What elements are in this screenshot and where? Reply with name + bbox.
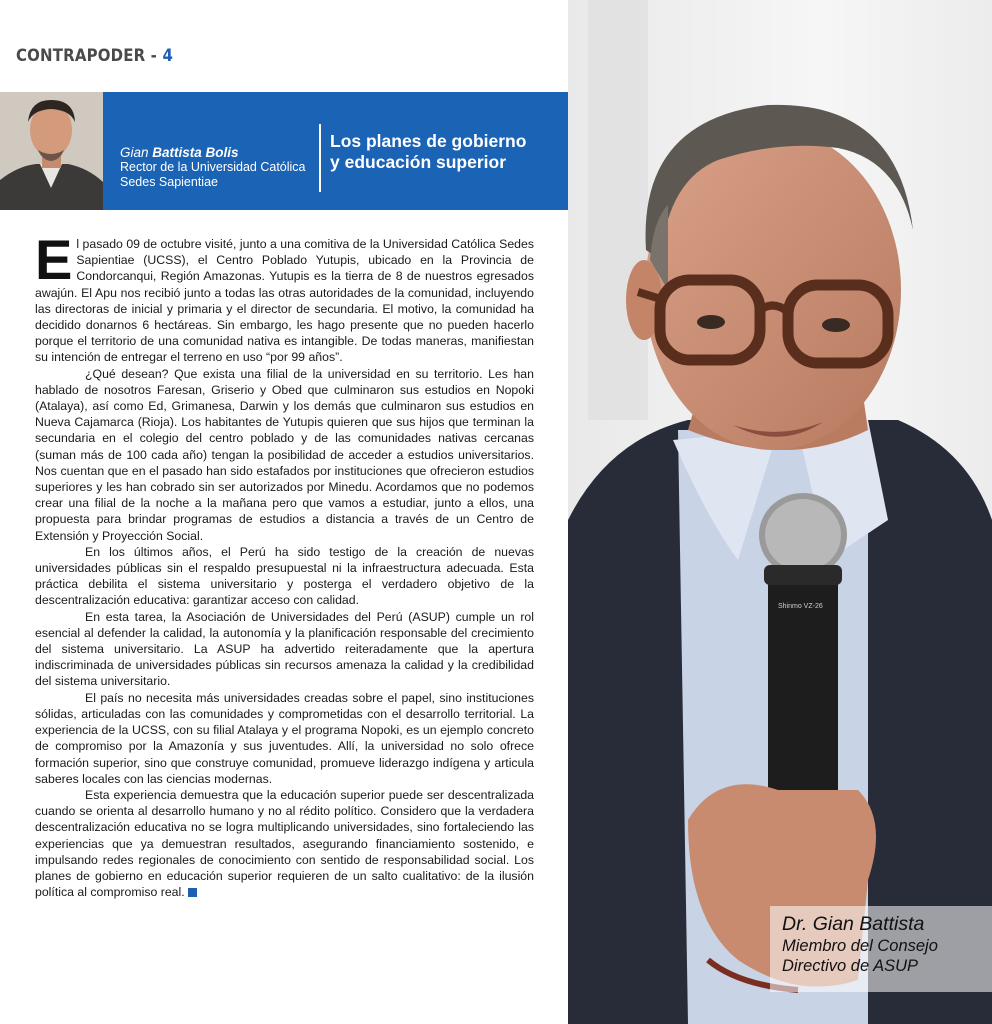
article-title	[330, 131, 565, 173]
author-role-line1: Rector de la Universidad Católica	[120, 160, 306, 174]
caption-role-line1: Miembro del Consejo	[782, 937, 938, 955]
author-thumbnail-photo	[0, 92, 103, 210]
author-portrait-illustration	[0, 92, 103, 210]
end-of-article-mark	[188, 888, 197, 897]
paragraph-6-text: Esta experiencia demuestra que la educación superior puede ser descentralizada cuando se orienta al desarrollo humano y no al rédito político. Considero que la verdadera descentralización educativa no se logra multiplicando universidades, sino fortaleciendo las experiencias que ya demuestran resultados, asegurando financiamiento sostenido, e impulsando redes regionales de conocimiento con sentido de responsabilidad social. Los planes de gobierno en educación superior requieren de un salto cualitativo: de la ilusión política al compromiso real.	[35, 787, 534, 900]
author-role-line2: Sedes Sapientiae	[120, 175, 218, 189]
header-divider	[319, 124, 321, 192]
author-name	[120, 145, 320, 160]
article-title-line2: y educación superior	[330, 152, 507, 172]
photo-caption	[782, 912, 987, 976]
speaker-illustration	[568, 0, 992, 1024]
page-number: 4	[162, 46, 174, 66]
article-body	[35, 228, 534, 900]
microphone-label: Shinmo VZ-26	[778, 603, 823, 610]
author-first-name: Gian	[120, 145, 153, 160]
caption-role-line2: Directivo de ASUP	[782, 957, 919, 975]
paragraph-6	[35, 787, 534, 900]
paragraph-3: En los últimos años, el Perú ha sido testigo de la creación de nuevas universidades públicas sin el respaldo presupuestal ni la infraestructura adecuada. Esta práctica debilita el sistema universitario y posterga el verdadero objetivo de la descentralización educativa: garantizar acceso con calidad.	[35, 544, 534, 608]
article-title-line1: Los planes de gobierno	[330, 131, 527, 151]
drop-cap: E	[35, 228, 73, 291]
paragraph-1-text: l pasado 09 de octubre visité, junto a una comitiva de la Universidad Católica Sedes Sapientiae (UCSS), el Centro Poblado Yutupis, ubicado en la Provincia de Condorcanqui, Región Amazonas. Yutupis es la tierra de 8 de nuestros egresados awajún. El Apu nos recibió junto a todas las otras autoridades de la comunidad, incluyendo las directoras de inicial y primaria y el director de secundaria. El motivo, la comunidad ha decidido donarnos 6 hectáreas. Sin embargo, les hago presente que no pueden hacerlo porque el territorio de una comunidad nativa es intangible. De todas maneras, manifiestan su intención de entregar el terreno en uso “por 99 años”.	[35, 237, 534, 365]
paragraph-2: ¿Qué desean? Que exista una filial de la universidad en su territorio. Les han hablado de nosotros Faresan, Griserio y Obed que culminaron sus estudios en Nopoki (Atalaya), así como Ed, Grimanesa, Darwin y los demás que culminaron sus estudios en Nueva Cajamarca (Rioja). Los habitantes de Yutupis quieren que sus hijos que terminan la secundaria en el colegio del centro poblado y de las comunidades nativas cercanas (suman más de 100 cada año) tengan la posibilidad de acceder a estudios universitarios. Nos cuentan que en el pasado han sido estafados por instituciones que ofrecieron estudios superiores y les han cobrado sin ser autorizados por Minedu. Acordamos que no podemos crear una filial de la noche a la mañana pero que vamos a estudiar, junto a ellos, una propuesta para brindar programas de estudios a distancia a través de un Centro de Extensión y Proyección Social.	[35, 366, 534, 543]
paragraph-4: En esta tarea, la Asociación de Universidades del Perú (ASUP) cumple un rol esencial al defender la calidad, la autonomía y la planificación responsable del crecimiento del sistema universitario. La ASUP ha advertido reiteradamente que la apertura indiscriminada de universidades públicas sin recursos amenaza la calidad y la credibilidad del sistema universitario.	[35, 609, 534, 689]
page-label	[16, 46, 173, 66]
speaker-photo	[568, 0, 992, 1024]
paragraph-1	[35, 228, 534, 366]
caption-name: Dr. Gian Battista	[782, 913, 925, 935]
paragraph-5: El país no necesita más universidades creadas sobre el papel, sino instituciones sólidas, articuladas con las comunidades y comprometidas con el desarrollo territorial. La experiencia de la UCSS, con su filial Atalaya y el programa Nopoki, es un ejemplo concreto de compromiso por la Amazonía y sus juventudes. Allí, la universidad no solo ofrece formación superior, sino que construye comunidad, promueve liderazgo indígena y articula saberes locales con las ciencias modernas.	[35, 690, 534, 786]
section-label: CONTRAPODER -	[16, 46, 163, 66]
author-info	[120, 145, 320, 190]
author-last-name: Battista Bolis	[152, 145, 239, 160]
